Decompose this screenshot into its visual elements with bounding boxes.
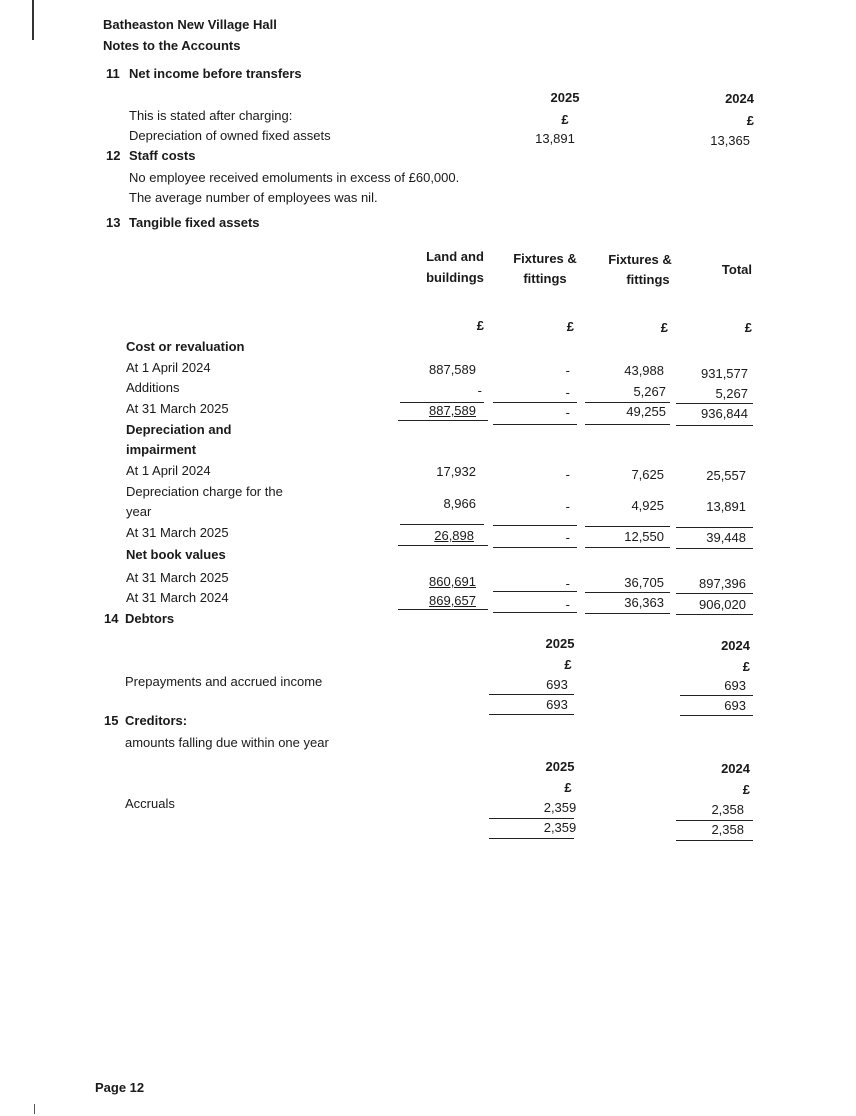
note-13-number: 13 (106, 215, 121, 230)
cost-open-land: 887,589 (429, 362, 476, 377)
depr-charge-land: 8,966 (443, 496, 476, 511)
col-fixtures-2-line-2: fittings (626, 272, 670, 287)
note-11-col-2024: 2024 (725, 91, 754, 106)
col-fixtures-2-line-1: Fixtures & (608, 252, 672, 267)
note-12-number: 12 (106, 148, 121, 163)
note-15-total-2024: 2,358 (711, 822, 744, 837)
additions-land: - (477, 383, 482, 398)
depr-close-label: At 31 March 2025 (126, 525, 229, 540)
cost-heading: Cost or revaluation (126, 339, 245, 354)
col-fixtures-1-line-1: Fixtures & (513, 251, 577, 266)
note-15-currency-2024: £ (742, 782, 750, 797)
depr-open-fix1: - (565, 467, 570, 482)
cost-close-total: 936,844 (701, 406, 748, 421)
cost-close-label: At 31 March 2025 (126, 401, 229, 416)
note-15-number: 15 (104, 713, 119, 728)
depr-open-total: 25,557 (706, 468, 746, 483)
note-15-subtitle: amounts falling due within one year (125, 735, 329, 750)
depr-charge-label-line-2: year (126, 504, 152, 519)
page-subtitle: Notes to the Accounts (103, 38, 241, 53)
nbv-2025-label: At 31 March 2025 (126, 570, 229, 585)
nbv-2025-fix1: - (565, 576, 570, 591)
note-15-col-2025: 2025 (545, 759, 575, 774)
depr-close-total: 39,448 (706, 530, 746, 545)
col-fixtures-1-line-2: fittings (523, 271, 567, 286)
note-15-col-2024: 2024 (721, 761, 750, 776)
note-14-col-2024: 2024 (721, 638, 750, 653)
additions-total: 5,267 (715, 386, 748, 401)
note-15-value-2024: 2,358 (711, 802, 744, 817)
depr-charge-fix1: - (565, 499, 570, 514)
additions-label: Additions (126, 380, 180, 395)
depr-charge-label-line-1: Depreciation charge for the (126, 484, 283, 499)
scan-edge-mark (32, 0, 34, 40)
nbv-2025-land: 860,691 (429, 574, 476, 589)
col-land-line-2: buildings (426, 270, 484, 285)
currency-total: £ (744, 320, 752, 335)
note-11-number: 11 (106, 66, 120, 81)
depr-open-label: At 1 April 2024 (126, 463, 211, 478)
note-11-depr-label: Depreciation of owned fixed assets (129, 128, 331, 143)
note-14-currency-2024: £ (742, 659, 750, 674)
cost-open-fix1: - (565, 363, 570, 378)
note-15-total-2025: 2,359 (543, 820, 577, 835)
col-land-line-1: Land and (426, 249, 484, 264)
nbv-2024-fix2: 36,363 (624, 595, 664, 610)
cost-close-fix2: 49,255 (626, 404, 666, 419)
note-14-number: 14 (104, 611, 119, 626)
cost-close-land: 887,589 (429, 403, 476, 418)
note-11-depr-2024: 13,365 (710, 133, 750, 148)
depr-open-fix2: 7,625 (631, 467, 664, 482)
currency-fixtures-1: £ (566, 319, 574, 334)
nbv-2024-total: 906,020 (699, 597, 746, 612)
currency-fixtures-2: £ (660, 320, 668, 335)
depr-close-land: 26,898 (434, 528, 474, 543)
nbv-heading: Net book values (126, 547, 226, 562)
depr-heading-line-1: Depreciation and (126, 422, 232, 437)
note-14-label: Prepayments and accrued income (125, 674, 323, 689)
note-12-line-2: The average number of employees was nil. (129, 190, 378, 205)
depr-open-land: 17,932 (436, 464, 476, 479)
col-total: Total (721, 262, 752, 277)
note-15-label: Accruals (125, 796, 175, 811)
note-11-title: Net income before transfers (129, 66, 302, 81)
depr-charge-fix2: 4,925 (631, 498, 664, 513)
note-15-value-2025: 2,359 (543, 800, 577, 815)
note-11-currency-2025: £ (561, 112, 569, 127)
depr-charge-total: 13,891 (706, 499, 746, 514)
nbv-2024-label: At 31 March 2024 (126, 590, 229, 605)
note-11-currency-2024: £ (746, 113, 754, 128)
nbv-2025-fix2: 36,705 (624, 575, 664, 590)
note-11-stated-label: This is stated after charging: (129, 108, 293, 123)
note-14-currency-2025: £ (564, 657, 572, 672)
currency-land: £ (476, 318, 484, 333)
depr-close-fix1: - (565, 530, 570, 545)
note-13-title: Tangible fixed assets (129, 215, 260, 230)
depr-close-fix2: 12,550 (624, 529, 664, 544)
note-12-title: Staff costs (129, 148, 196, 163)
nbv-2025-total: 897,396 (699, 576, 746, 591)
cost-open-label: At 1 April 2024 (126, 360, 211, 375)
note-14-value-2025: 693 (546, 677, 568, 692)
depr-heading-line-2: impairment (126, 442, 197, 457)
note-15-currency-2025: £ (564, 780, 572, 795)
additions-fix2: 5,267 (633, 384, 666, 399)
nbv-2024-land: 869,657 (429, 593, 476, 608)
page-number: Page 12 (95, 1080, 145, 1095)
note-14-total-2024: 693 (724, 698, 746, 713)
note-11-col-2025: 2025 (550, 90, 580, 105)
note-15-title: Creditors: (125, 713, 188, 728)
note-12-line-1: No employee received emoluments in excess of £60,000. (129, 170, 460, 185)
note-14-total-2025: 693 (546, 697, 568, 712)
additions-fix1: - (565, 385, 570, 400)
org-name: Batheaston New Village Hall (103, 17, 277, 32)
cost-open-fix2: 43,988 (624, 363, 664, 378)
note-14-value-2024: 693 (724, 678, 746, 693)
note-11-depr-2025: 13,891 (535, 131, 575, 146)
nbv-2024-fix1: - (565, 597, 570, 612)
scan-edge-tick (34, 1104, 35, 1114)
note-14-title: Debtors (125, 611, 175, 626)
cost-close-fix1: - (565, 405, 570, 420)
cost-open-total: 931,577 (701, 366, 748, 381)
note-14-col-2025: 2025 (545, 636, 575, 651)
